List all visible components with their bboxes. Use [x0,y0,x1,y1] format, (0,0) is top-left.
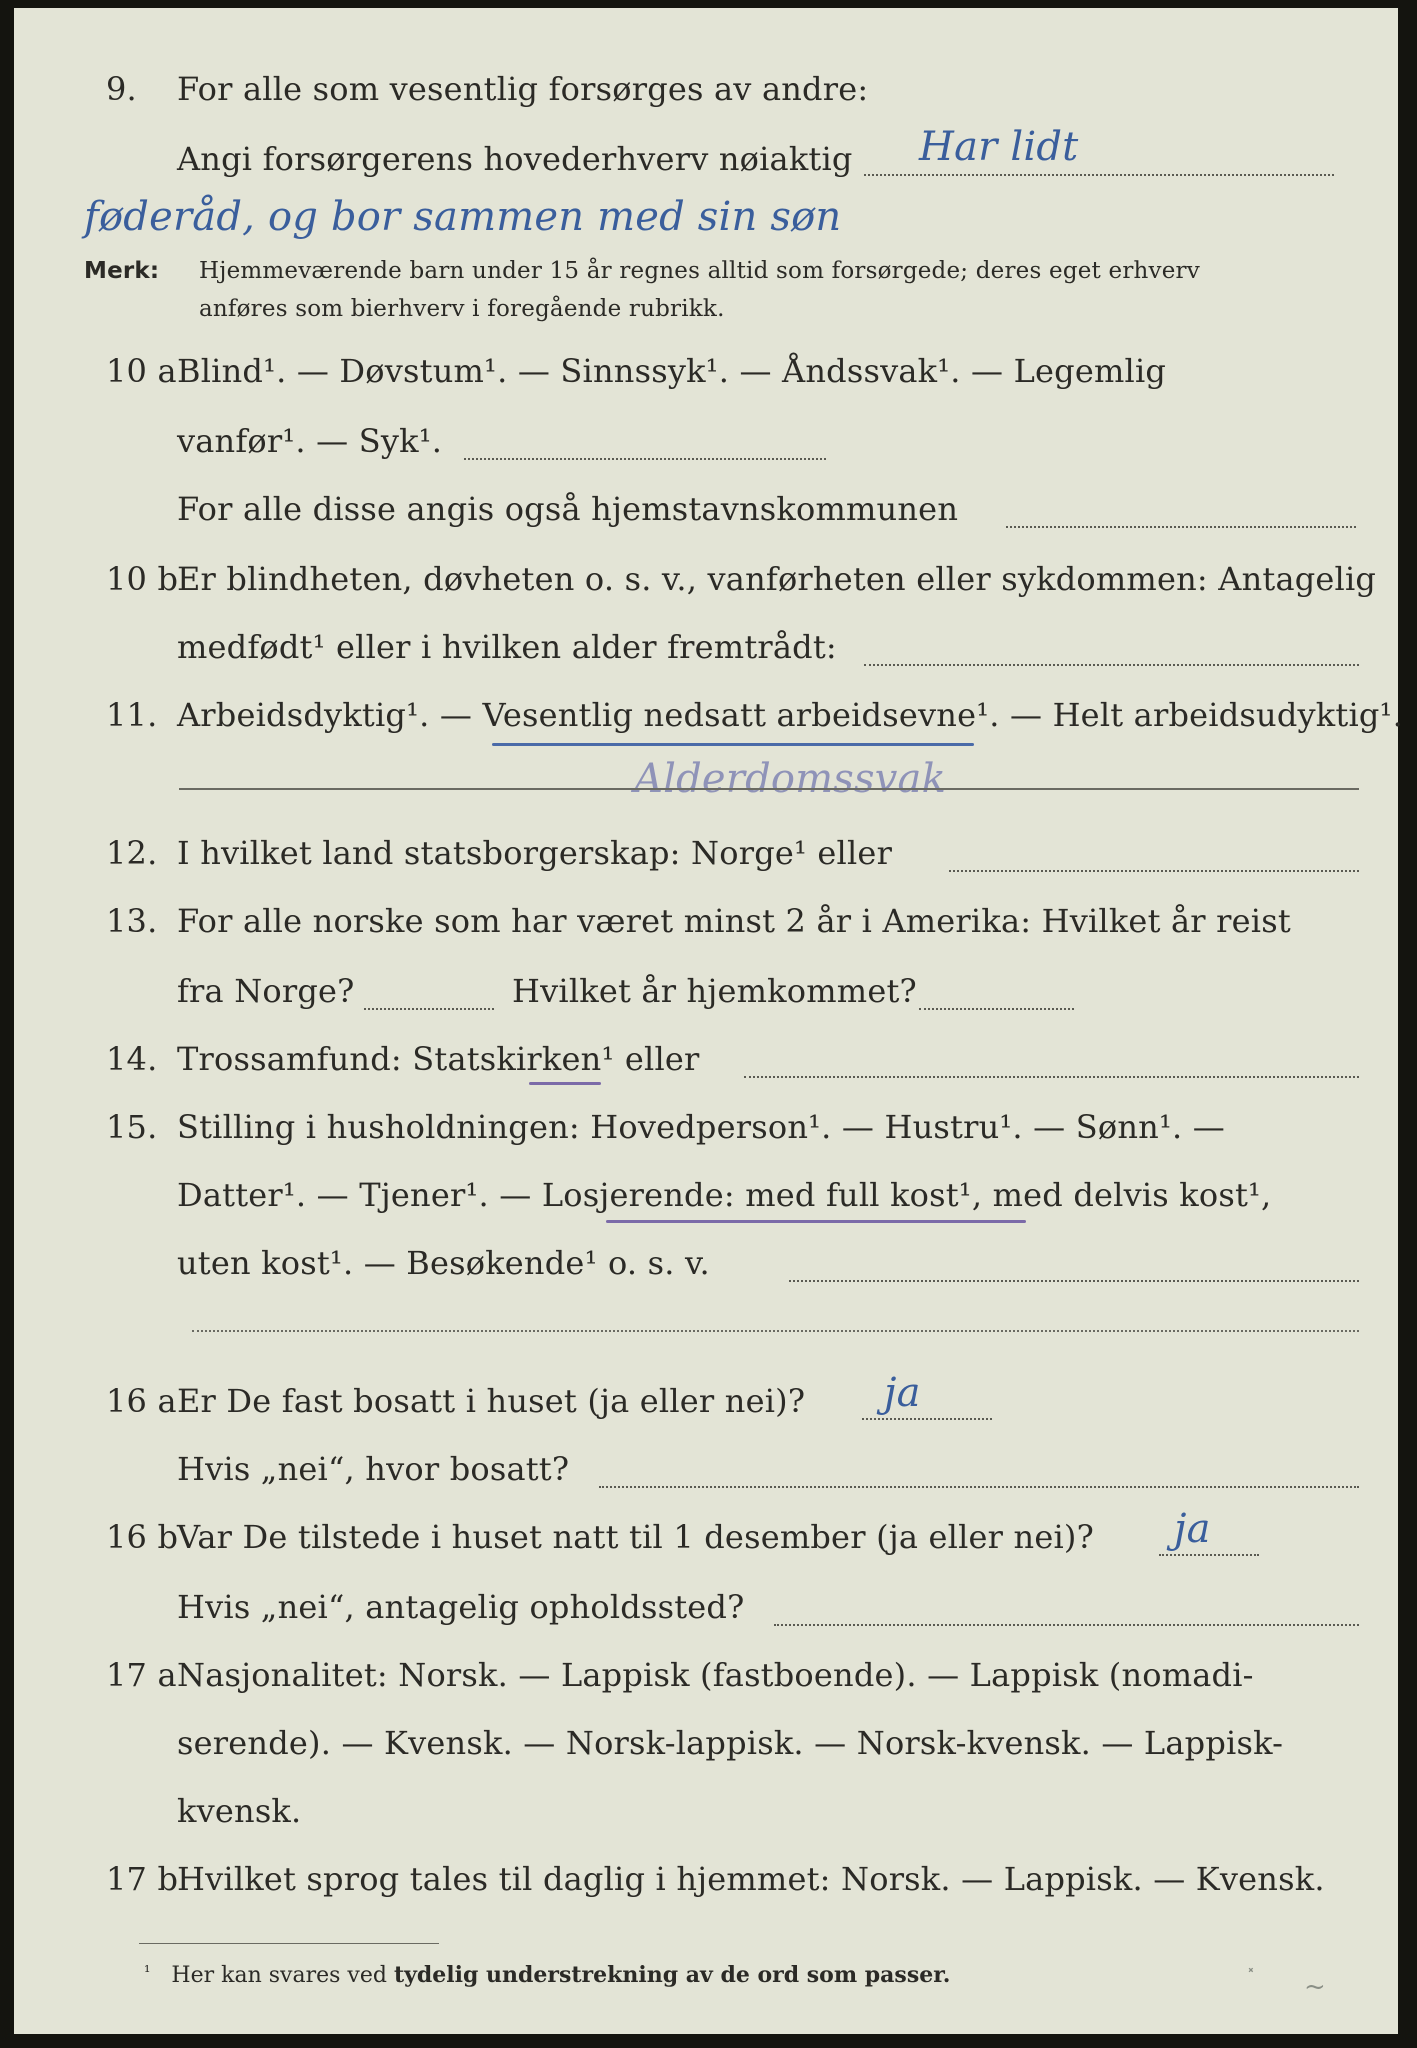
answer-line [864,174,1334,176]
census-form-page [14,8,1403,2034]
handwritten-answer: ja [1174,1506,1211,1552]
answer-underline [492,743,974,746]
question-text: For alle disse angis også hjemstavnskommunen [177,490,959,528]
question-9-line-2 [14,124,1398,200]
note-line-2 [14,296,1398,356]
question-text: I hvilket land statsborgerskap: Norge¹ eller [177,834,893,872]
footnote-text: Her kan svares ved [171,1963,387,1988]
question-16a [14,1370,1398,1442]
question-number: 10 a [106,352,177,390]
footnote-rule [139,1943,439,1944]
question-text: Datter¹. — Tjener¹. — Losjerende: med full kost¹, med delvis kost¹, [177,1176,1272,1214]
answer-line [192,1330,1359,1332]
question-text: Hvilket år hjemkommet? [512,972,917,1010]
question-number: 16 b [106,1518,179,1556]
question-text: Er blindheten, døvheten o. s. v., vanførheten eller sykdommen: Antagelig [177,560,1377,598]
question-number: 9. [106,70,137,108]
answer-line [364,1008,494,1010]
question-16b [14,1506,1398,1578]
question-13 [14,902,1398,962]
question-12 [14,834,1398,894]
question-14 [14,1040,1398,1100]
handwritten-answer: ja [884,1370,921,1416]
question-text: vanfør¹. — Syk¹. [177,422,443,460]
question-number: 14. [106,1040,158,1078]
handwritten-answer: Alderdomssvak [634,756,947,802]
question-number: 16 a [106,1382,177,1420]
question-number: 17 b [106,1860,179,1898]
question-text: serende). — Kvensk. — Norsk-lappisk. — Norsk-kvensk. — Lappisk- [177,1724,1284,1762]
answer-line [1006,526,1356,528]
answer-line [774,1624,1359,1626]
question-text: Nasjonalitet: Norsk. — Lappisk (fastboende). — Lappisk (nomadi- [177,1656,1254,1694]
question-15-line-3 [14,1244,1398,1304]
question-9 [14,70,1398,130]
answer-line [949,870,1359,872]
question-text: Er De fast bosatt i huset (ja eller nei)? [177,1382,806,1420]
question-text: uten kost¹. — Besøkende¹ o. s. v. [177,1244,710,1282]
question-15 [14,1108,1398,1168]
answer-line [862,1418,992,1420]
question-text: medfødt¹ eller i hvilken alder fremtrådt: [177,628,837,666]
question-text: Stilling i husholdningen: Hovedperson¹. — Hustru¹. — Sønn¹. — [177,1108,1225,1146]
answer-underline [606,1220,1026,1223]
question-number: 13. [106,902,158,940]
question-number: 17 a [106,1656,177,1694]
answer-underline [529,1082,601,1085]
note-label: Merk: [84,258,160,284]
question-17a-line-2 [14,1724,1398,1784]
question-16a-line-2 [14,1450,1398,1510]
question-number: 12. [106,834,158,872]
handwritten-answer: Har lidt [919,124,1079,170]
answer-line [464,458,826,460]
question-10a [14,352,1398,412]
question-text: Hvis „nei“, antagelig opholdssted? [177,1588,745,1626]
question-13-line-2 [14,972,1398,1032]
question-10b-line-2 [14,628,1398,688]
footnote-emphasis: tydelig understrekning av de ord som passer. [393,1962,951,1988]
question-17a [14,1656,1398,1716]
question-17b [14,1860,1398,1920]
answer-line [864,664,1359,666]
question-11-line-2 [14,756,1398,824]
question-text: Trossamfund: Statskirken¹ eller [177,1040,700,1078]
answer-line [179,788,1359,790]
question-16b-line-2 [14,1588,1398,1648]
question-17a-line-3 [14,1792,1398,1852]
answer-line [599,1486,1359,1488]
ink-smudge: ~ [1304,1972,1326,2002]
handwritten-answer: føderåd, og bor sammen med sin søn [84,194,842,240]
question-11 [14,696,1403,756]
question-text: fra Norge? [177,972,355,1010]
question-number: 11. [106,696,158,734]
answer-line [789,1280,1359,1282]
answer-line [1159,1554,1259,1556]
note-text: anføres som bierhverv i foregående rubrikk. [199,296,725,322]
question-text: Blind¹. — Døvstum¹. — Sinnssyk¹. — Åndssvak¹. — Legemlig [177,352,1167,390]
answer-line [744,1076,1359,1078]
question-text: Angi forsørgerens hovederhverv nøiaktig [177,140,853,178]
answer-line [919,1008,1074,1010]
question-text: Var De tilstede i huset natt til 1 desember (ja eller nei)? [177,1518,1094,1556]
question-text: kvensk. [177,1792,302,1830]
ink-smudge: ⸼ [1249,1943,1256,1973]
question-number: 10 b [106,560,179,598]
question-text: Hvis „nei“, hvor bosatt? [177,1450,570,1488]
question-number: 15. [106,1108,158,1146]
footnote [144,1962,950,1988]
question-text: For alle som vesentlig forsørges av andre: [177,70,869,108]
question-text: Hvilket sprog tales til daglig i hjemmet: Norsk. — Lappisk. — Kvensk. [177,1860,1325,1898]
question-10a-line-2 [14,422,1398,482]
question-10b [14,560,1398,620]
question-15-line-2 [14,1176,1398,1236]
footnote-mark: ¹ [144,1962,151,1981]
question-text: Arbeidsdyktig¹. — Vesentlig nedsatt arbeidsevne¹. — Helt arbeidsudyktig¹. [177,696,1403,734]
note-text: Hjemmeværende barn under 15 år regnes alltid som forsørgede; deres eget erhverv [199,258,1200,284]
question-text: For alle norske som har været minst 2 år i Amerika: Hvilket år reist [177,902,1291,940]
question-10a-line-3 [14,490,1398,550]
